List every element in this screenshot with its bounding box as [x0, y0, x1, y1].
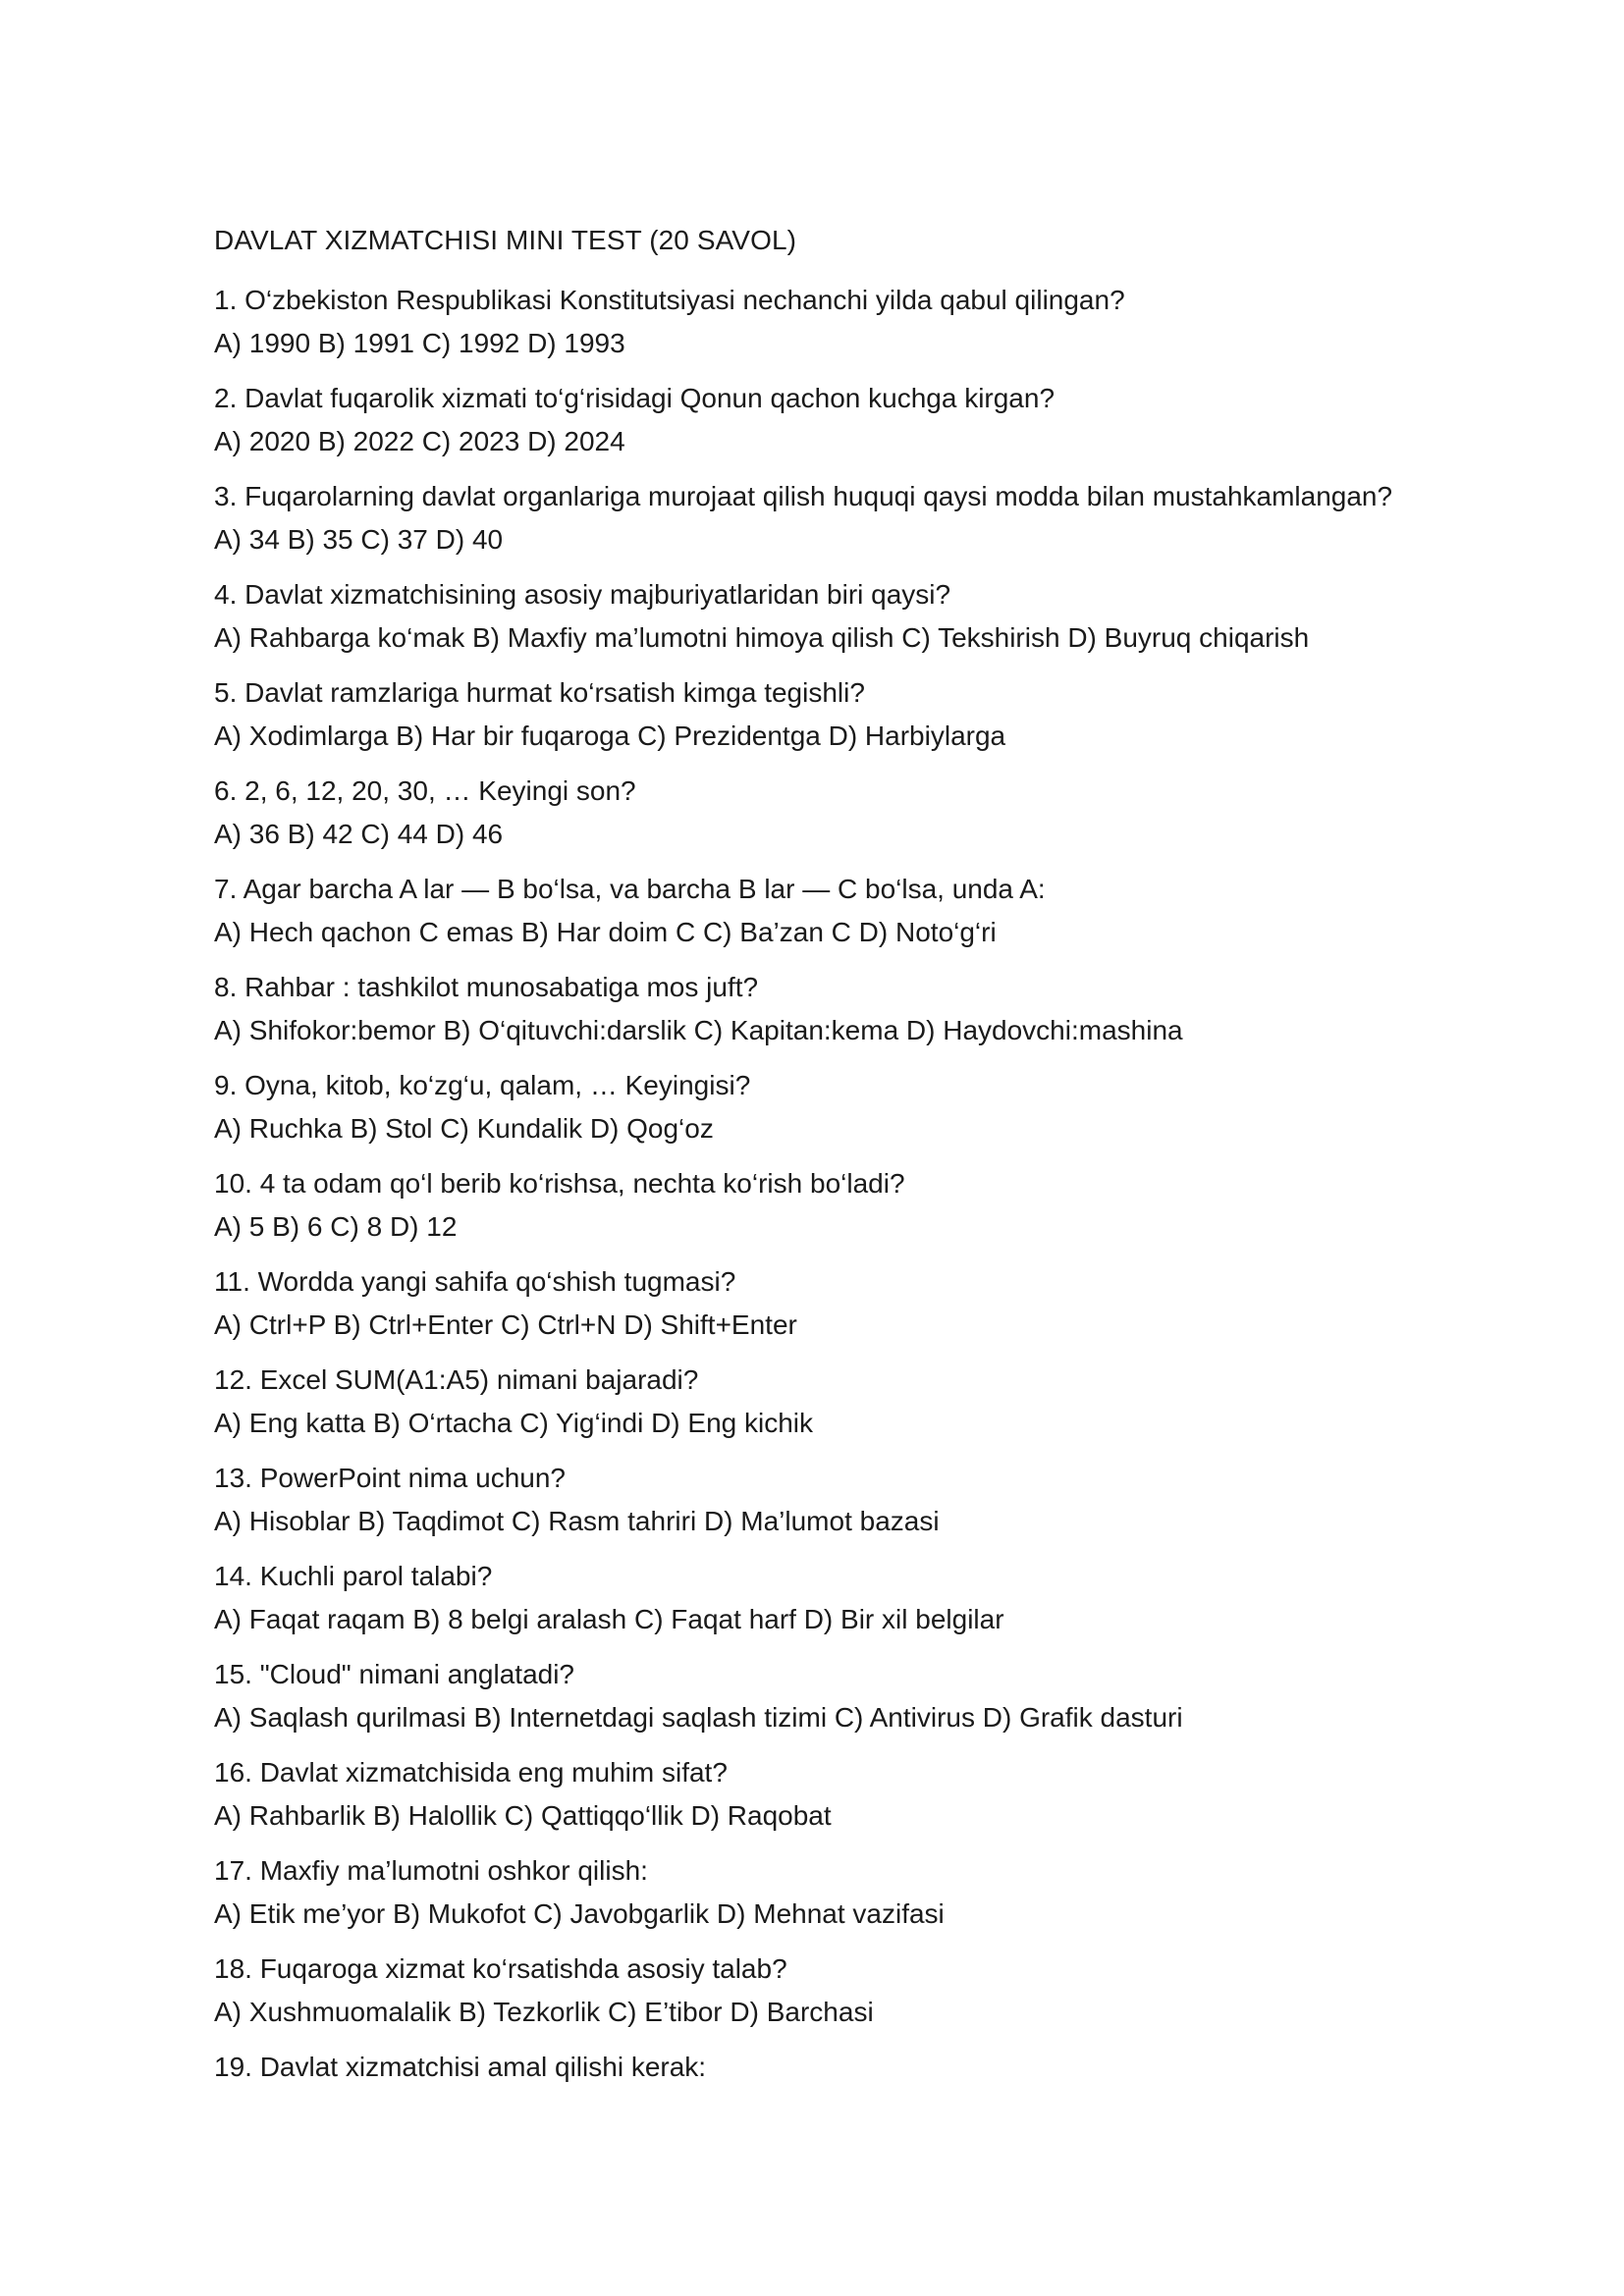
question-text: 5. Davlat ramzlariga hurmat ko‘rsatish kimga tegishli? — [214, 677, 865, 708]
question-item — [214, 1950, 1490, 2031]
question-options: A) Eng katta B) O‘rtacha C) Yig‘indi D) Eng kichik — [214, 1408, 814, 1438]
document-page — [214, 221, 1490, 2104]
question-options: A) Xodimlarga B) Har bir fuqaroga C) Prezidentga D) Harbiylarga — [214, 721, 1006, 751]
question-text: 15. "Cloud" nimani anglatadi? — [214, 1659, 575, 1689]
question-options: A) Hech qachon C emas B) Har doim C C) Ba’zan C D) Noto‘g‘ri — [214, 917, 997, 947]
question-item — [214, 674, 1490, 755]
question-item — [214, 773, 1490, 853]
question-item — [214, 282, 1490, 362]
question-item — [214, 1558, 1490, 1638]
question-text: 1. O‘zbekiston Respublikasi Konstitutsiyasi nechanchi yilda qabul qilingan? — [214, 285, 1125, 315]
question-text: 2. Davlat fuqarolik xizmati to‘g‘risidagi Qonun qachon kuchga kirgan? — [214, 383, 1056, 413]
question-item — [214, 380, 1490, 460]
question-item — [214, 478, 1490, 559]
question-item — [214, 1362, 1490, 1442]
question-item — [214, 1263, 1490, 1344]
question-text: 14. Kuchli parol talabi? — [214, 1561, 493, 1591]
question-text: 18. Fuqaroga xizmat ko‘rsatishda asosiy talab? — [214, 1953, 787, 1984]
question-options: A) Rahbarga ko‘mak B) Maxfiy ma’lumotni himoya qilish C) Tekshirish D) Buyruq chiqarish — [214, 622, 1310, 653]
question-text: 12. Excel SUM(A1:A5) nimani bajaradi? — [214, 1364, 699, 1395]
question-options: A) 2020 B) 2022 C) 2023 D) 2024 — [214, 426, 625, 456]
question-text: 19. Davlat xizmatchisi amal qilishi kerak: — [214, 2052, 707, 2082]
question-options: A) Ruchka B) Stol C) Kundalik D) Qog‘oz — [214, 1113, 714, 1144]
question-options: A) Etik me’yor B) Mukofot C) Javobgarlik D) Mehnat vazifasi — [214, 1898, 945, 1929]
question-options: A) Shifokor:bemor B) O‘qituvchi:darslik C) Kapitan:kema D) Haydovchi:mashina — [214, 1015, 1183, 1045]
question-item — [214, 1067, 1490, 1148]
question-item — [214, 2049, 1490, 2086]
question-text: 11. Wordda yangi sahifa qo‘shish tugmasi? — [214, 1266, 736, 1297]
question-item — [214, 1852, 1490, 1933]
question-text: 9. Oyna, kitob, ko‘zg‘u, qalam, … Keyingisi? — [214, 1070, 751, 1100]
question-text: 10. 4 ta odam qo‘l berib ko‘rishsa, nechta ko‘rish bo‘ladi? — [214, 1168, 905, 1199]
question-options: A) 1990 B) 1991 C) 1992 D) 1993 — [214, 328, 625, 358]
question-options: A) 5 B) 6 C) 8 D) 12 — [214, 1211, 458, 1242]
question-options: A) 36 B) 42 C) 44 D) 46 — [214, 819, 504, 849]
question-item — [214, 871, 1490, 951]
question-options: A) Saqlash qurilmasi B) Internetdagi saqlash tizimi C) Antivirus D) Grafik dasturi — [214, 1702, 1183, 1733]
question-options: A) Faqat raqam B) 8 belgi aralash C) Faqat harf D) Bir xil belgilar — [214, 1604, 1004, 1634]
question-text: 17. Maxfiy ma’lumotni oshkor qilish: — [214, 1855, 648, 1886]
document-title: DAVLAT XIZMATCHISI MINI TEST (20 SAVOL) — [214, 225, 797, 255]
question-options: A) 34 B) 35 C) 37 D) 40 — [214, 524, 504, 555]
question-text: 3. Fuqarolarning davlat organlariga murojaat qilish huquqi qaysi modda bilan mustahkamlangan? — [214, 481, 1393, 511]
question-item — [214, 1754, 1490, 1835]
question-options: A) Xushmuomalalik B) Tezkorlik C) E’tibor D) Barchasi — [214, 1997, 874, 2027]
question-text: 6. 2, 6, 12, 20, 30, … Keyingi son? — [214, 775, 636, 806]
question-options: A) Ctrl+P B) Ctrl+Enter C) Ctrl+N D) Shift+Enter — [214, 1309, 797, 1340]
question-item — [214, 576, 1490, 657]
question-text: 16. Davlat xizmatchisida eng muhim sifat? — [214, 1757, 728, 1788]
question-text: 7. Agar barcha A lar — B bo‘lsa, va barcha B lar — C bo‘lsa, unda A: — [214, 874, 1046, 904]
question-text: 13. PowerPoint nima uchun? — [214, 1463, 566, 1493]
question-item — [214, 969, 1490, 1049]
question-item — [214, 1656, 1490, 1736]
question-text: 8. Rahbar : tashkilot munosabatiga mos juft? — [214, 972, 759, 1002]
question-item — [214, 1165, 1490, 1246]
question-text: 4. Davlat xizmatchisining asosiy majburiyatlaridan biri qaysi? — [214, 579, 951, 610]
question-options: A) Hisoblar B) Taqdimot C) Rasm tahriri D) Ma’lumot bazasi — [214, 1506, 940, 1536]
question-options: A) Rahbarlik B) Halollik C) Qattiqqo‘llik D) Raqobat — [214, 1800, 832, 1831]
question-item — [214, 1460, 1490, 1540]
